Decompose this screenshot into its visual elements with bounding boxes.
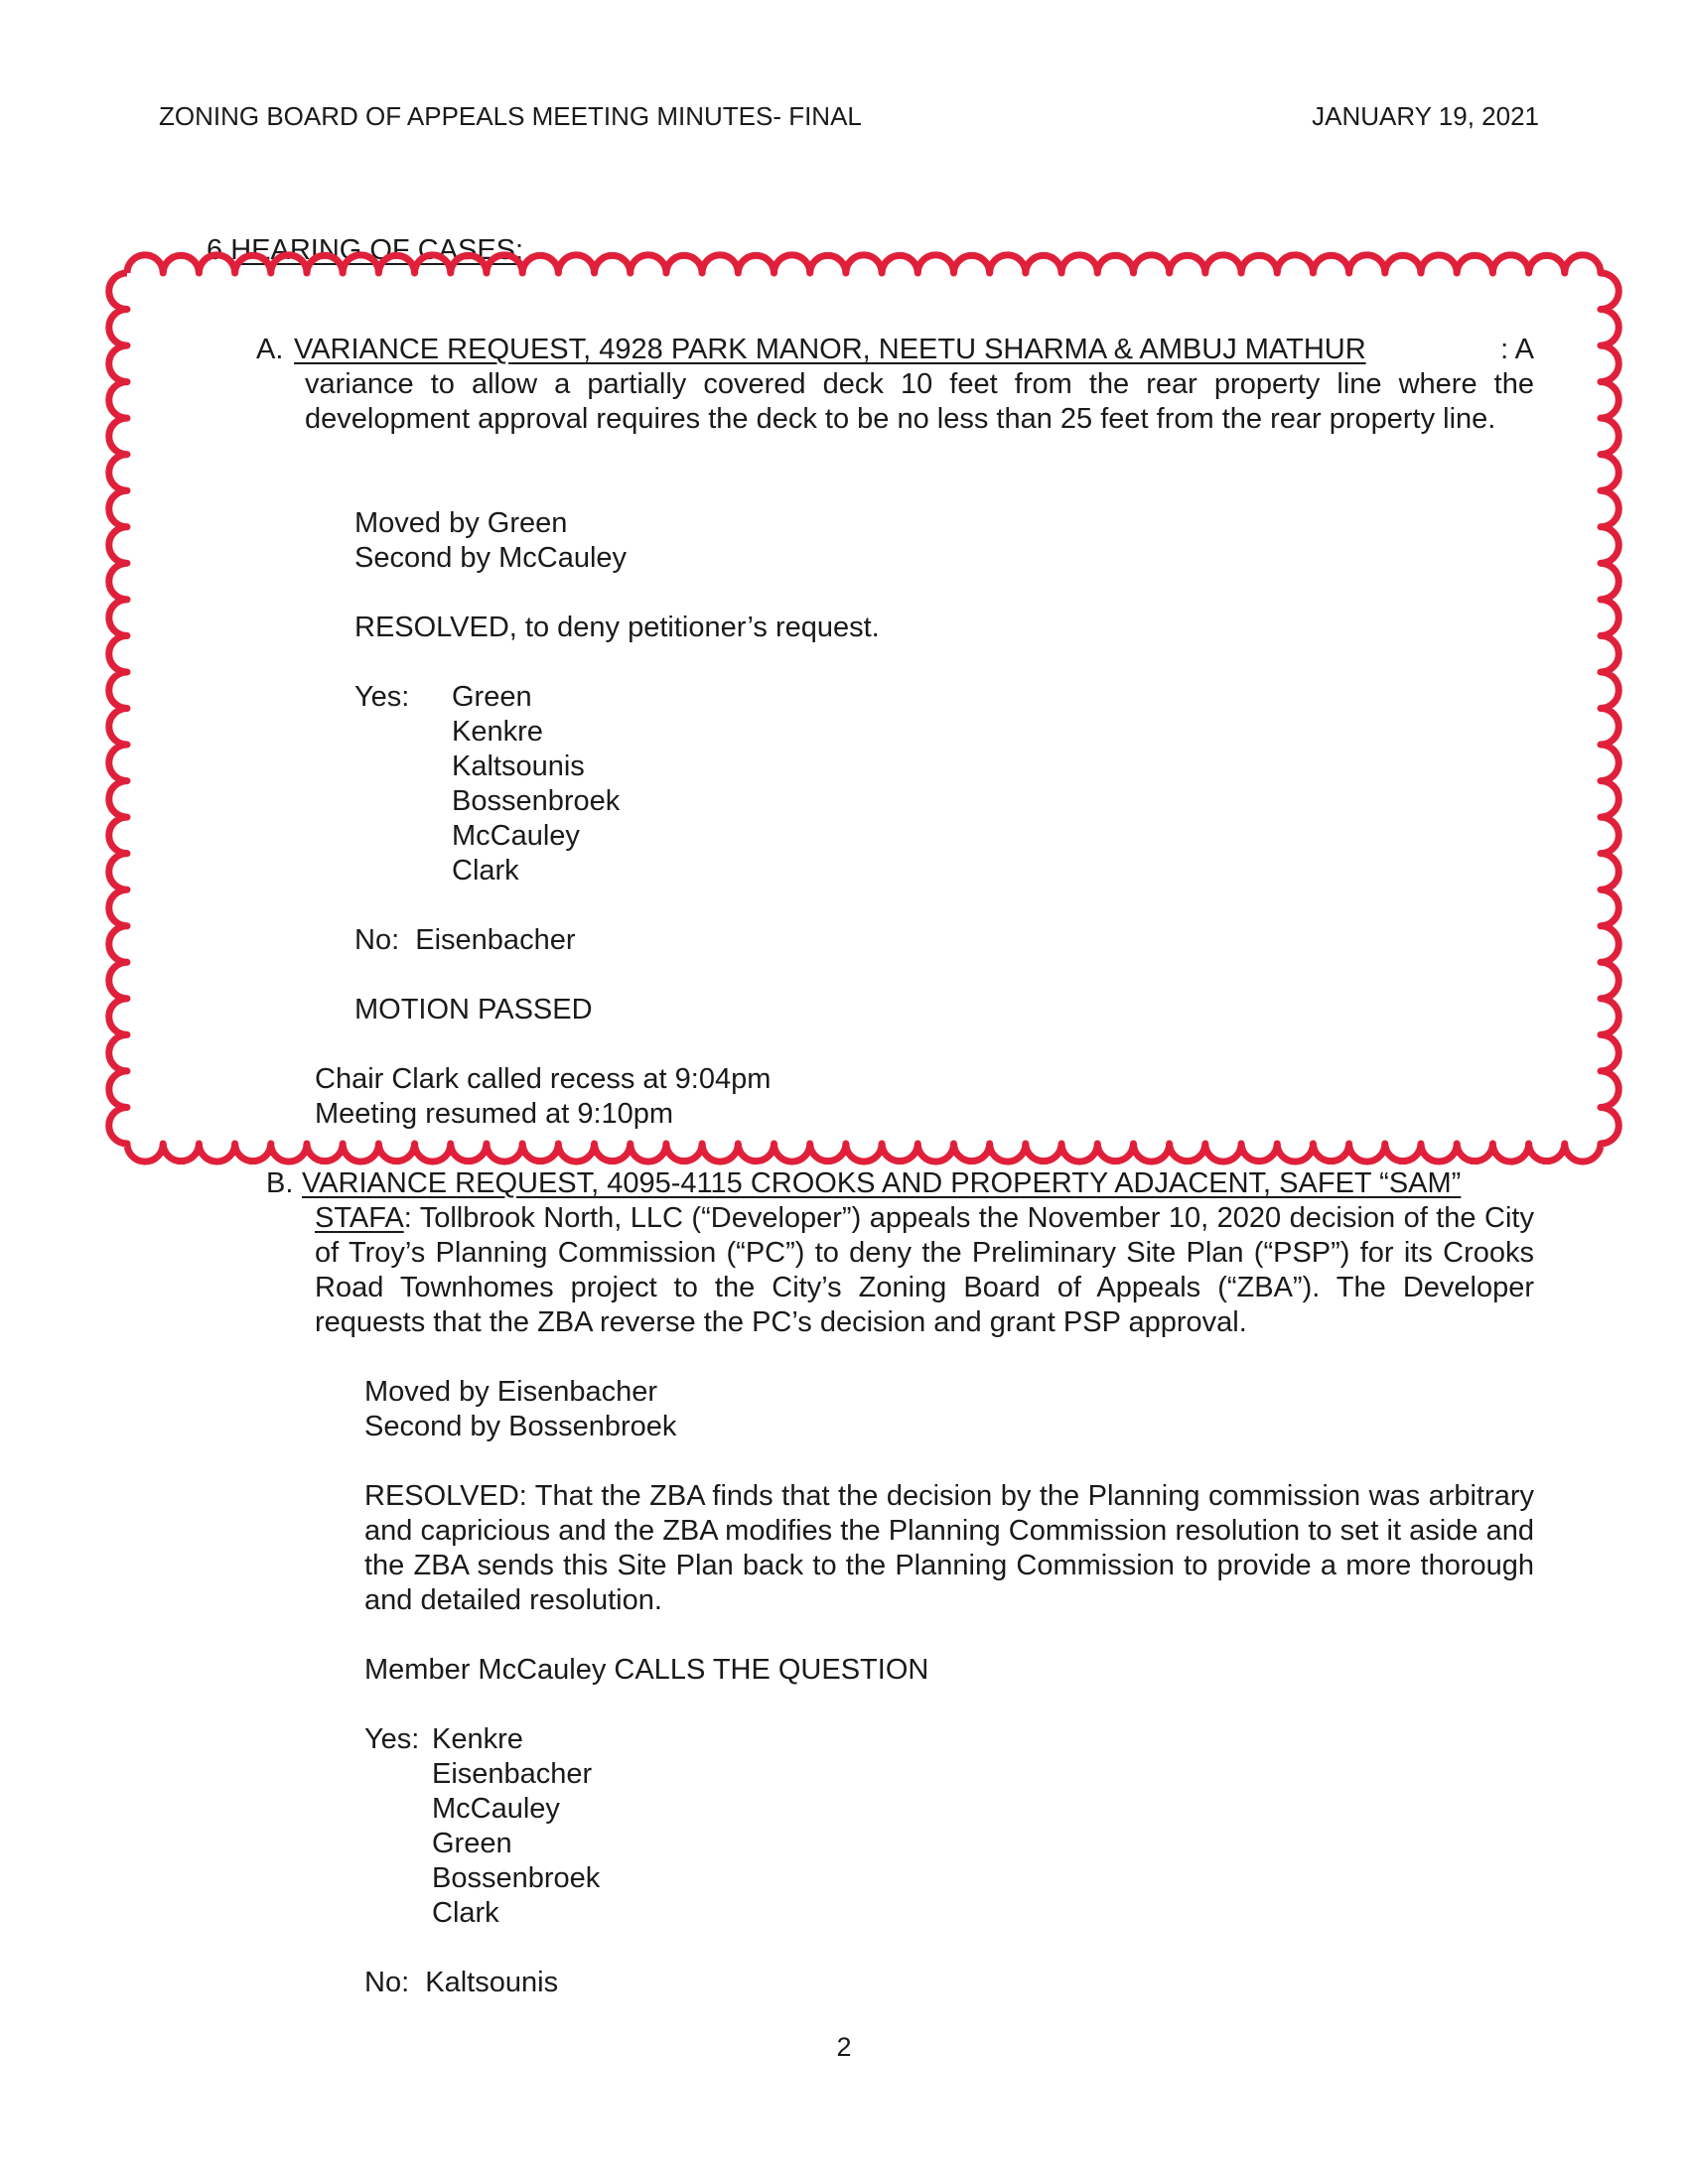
case-b-letter: B.	[266, 1167, 294, 1199]
case-b-yes-voter: Eisenbacher	[432, 1758, 593, 1790]
case-a-yes-voter: Clark	[452, 855, 519, 887]
case-a-yes-voter: McCauley	[452, 820, 580, 852]
case-b-yes-voter: Clark	[432, 1897, 499, 1929]
case-a-no-votes	[354, 923, 575, 958]
case-b-yes-list	[432, 1722, 600, 1931]
case-a-yes-votes	[354, 680, 620, 888]
case-a-letter: A.	[256, 334, 284, 365]
case-b-resolved: RESOLVED: That the ZBA finds that the decision by the Planning commission was arbitrary and capricious and the ZBA modifies the Planning Commission resolution to set it aside and the ZBA sends this Site Plan back to the Planning Commission to provide a more thorough and detailed resolution.	[364, 1480, 1534, 1616]
case-a-description-start: : A	[1500, 334, 1534, 365]
case-a-yes-voter: Kenkre	[452, 716, 543, 748]
case-b-title-continued: STAFA	[315, 1202, 404, 1234]
case-a-resolved: RESOLVED, to deny petitioner’s request.	[354, 612, 880, 643]
case-b-moved-by: Moved by Eisenbacher	[364, 1376, 657, 1408]
case-a-title: VARIANCE REQUEST, 4928 PARK MANOR, NEETU SHARMA & AMBUJ MATHUR	[294, 334, 1366, 365]
case-a-description: variance to allow a partially covered deck 10 feet from the rear property line where the development approval requires the deck to be no less than 25 feet from the rear property line.	[305, 368, 1534, 435]
section-title: HEARING OF CASES:	[230, 234, 524, 266]
resumed-note: Meeting resumed at 9:10pm	[315, 1098, 674, 1130]
section-number: 6.	[207, 234, 231, 266]
case-b-description	[315, 1201, 1534, 1340]
case-a-yes-list	[452, 680, 620, 888]
case-a-second-by: Second by McCauley	[354, 542, 628, 574]
case-b-no-voter: Kaltsounis	[425, 1967, 559, 1998]
recess-note: Chair Clark called recess at 9:04pm	[315, 1063, 772, 1095]
case-b-yes-voter: Kenkre	[432, 1723, 523, 1755]
case-b-header	[266, 1166, 1534, 1201]
case-b-yes-label: Yes:	[364, 1723, 420, 1755]
case-b-call-question: Member McCauley CALLS THE QUESTION	[364, 1654, 929, 1686]
case-b-description-text: : Tollbrook North, LLC (“Developer”) appeals the November 10, 2020 decision of the City of Troy’s Planning Commission (“PC”) to deny the Preliminary Site Plan (“PSP”) for its Crooks Road Townhomes project to the City’s Zoning Board of Appeals (“ZBA”). The Developer requests that the ZBA reverse the PC’s decision and grant PSP approval.	[315, 1202, 1534, 1338]
case-b-title: VARIANCE REQUEST, 4095-4115 CROOKS AND PROPERTY ADJACENT, SAFET “SAM”	[302, 1167, 1462, 1199]
case-a-yes-voter: Kaltsounis	[452, 751, 585, 782]
case-b-title-line	[266, 1166, 1534, 1201]
case-a-yes-voter: Bossenbroek	[452, 785, 621, 817]
case-b-no-label: No:	[364, 1967, 410, 1998]
case-b-yes-voter: Green	[432, 1828, 512, 1859]
case-a-no-label: No:	[354, 924, 400, 956]
case-a-title-line	[256, 333, 1534, 367]
case-a-result: MOTION PASSED	[354, 994, 593, 1025]
document-header-title: ZONING BOARD OF APPEALS MEETING MINUTES- FINAL	[159, 101, 862, 131]
case-a-yes-label: Yes:	[354, 681, 410, 713]
case-b-yes-votes	[364, 1722, 600, 1931]
document-header-date: JANUARY 19, 2021	[1312, 101, 1539, 131]
case-b-yes-voter: Bossenbroek	[432, 1862, 601, 1894]
case-a-yes-voter: Green	[452, 681, 532, 713]
case-b-yes-voter: McCauley	[432, 1793, 560, 1825]
case-a-no-voter: Eisenbacher	[415, 924, 576, 956]
case-b-no-votes	[364, 1966, 558, 2000]
page-number: 2	[836, 2032, 852, 2062]
case-a-moved-by: Moved by Green	[354, 507, 568, 539]
case-b-second-by: Second by Bossenbroek	[364, 1411, 677, 1442]
case-a-header	[256, 333, 1534, 367]
